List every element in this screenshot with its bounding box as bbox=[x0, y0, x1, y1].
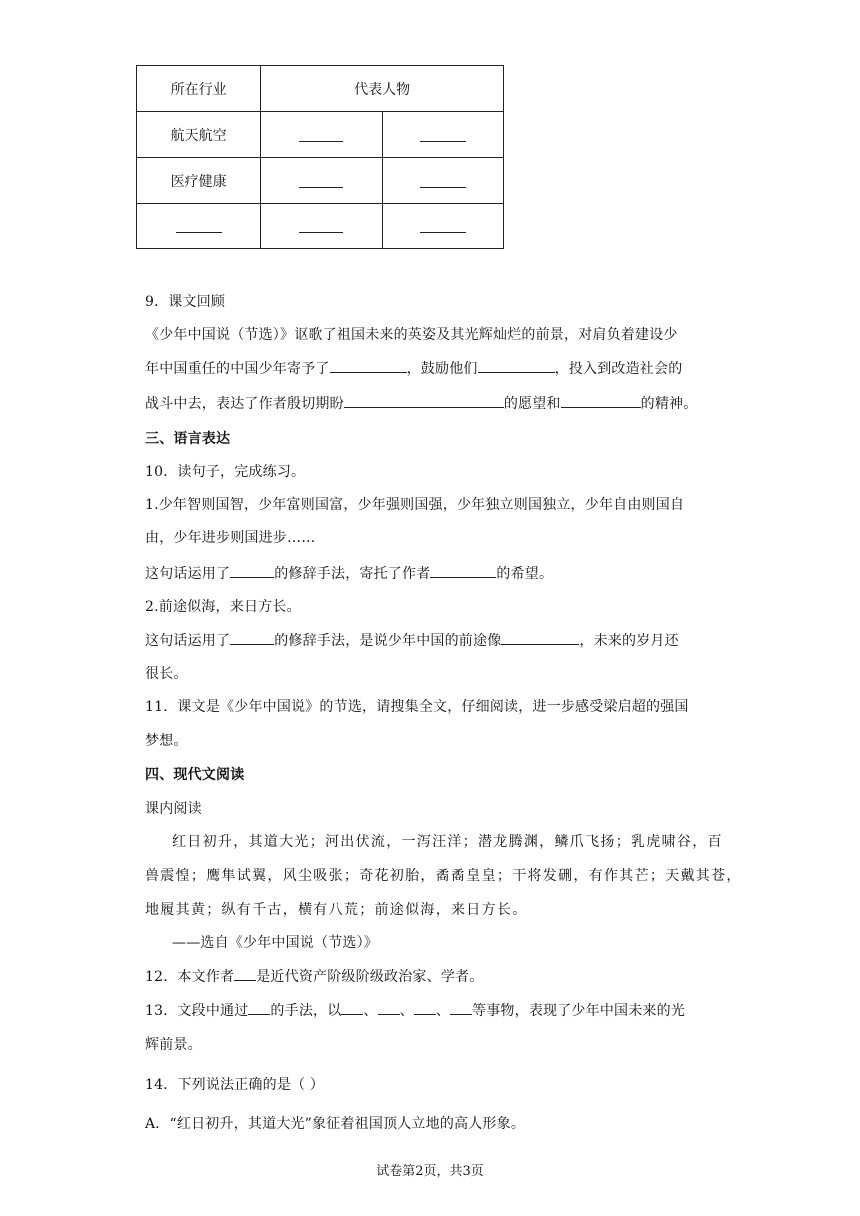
header-representative: 代表人物 bbox=[261, 66, 504, 112]
q9-title: 9．课文回顾 bbox=[145, 294, 226, 310]
q10-text: 的修辞手法，是说少年中国的前途像 bbox=[274, 633, 502, 649]
answer-blank[interactable] bbox=[378, 1000, 400, 1015]
answer-blank[interactable] bbox=[430, 563, 496, 578]
q9-text: 年中国重任的中国少年寄予了 bbox=[145, 361, 330, 377]
blank-cell[interactable] bbox=[261, 204, 382, 249]
q10-s1-question bbox=[145, 563, 553, 583]
q10-s2-question bbox=[145, 630, 679, 650]
page-footer: 试卷第2页，共3页 bbox=[376, 1164, 484, 1179]
header-industry: 所在行业 bbox=[137, 66, 261, 112]
table-row bbox=[137, 112, 504, 158]
q9-text: ，鼓励他们 bbox=[406, 361, 478, 377]
q10-text: 这句话运用了 bbox=[145, 566, 231, 582]
industry-cell: 医疗健康 bbox=[137, 158, 261, 204]
answer-blank[interactable] bbox=[299, 140, 343, 142]
q13-sep: 、 bbox=[435, 1003, 451, 1019]
q10-text: 的修辞手法，寄托了作者 bbox=[274, 566, 431, 582]
q10-s2-line2: 很长。 bbox=[145, 666, 188, 682]
q10-text: 这句话运用了 bbox=[145, 633, 231, 649]
section-4-title: 四、现代文阅读 bbox=[145, 767, 245, 783]
answer-blank[interactable] bbox=[478, 358, 555, 373]
answer-blank[interactable] bbox=[420, 231, 466, 233]
answer-blank[interactable] bbox=[299, 186, 343, 188]
industry-cell: 航天航空 bbox=[137, 112, 261, 158]
reading-p1: 红日初升，其道大光；河出伏流，一泻汪洋；潜龙腾渊，鳞爪飞扬；乳虎啸谷，百 bbox=[172, 834, 723, 850]
q13-sep: 、 bbox=[363, 1003, 378, 1019]
answer-blank[interactable] bbox=[176, 231, 222, 233]
q12-text: 是近代资产阶级阶级政治家、学者。 bbox=[256, 969, 484, 985]
answer-blank[interactable] bbox=[414, 1000, 436, 1015]
answer-blank[interactable] bbox=[234, 966, 256, 981]
reading-p3: 地履其黄；纵有千古，横有八荒；前途似海，来日方长。 bbox=[145, 902, 528, 918]
q12 bbox=[145, 966, 483, 986]
q14-title: 14．下列说法正确的是（ ） bbox=[145, 1077, 325, 1093]
q10-text: 的希望。 bbox=[496, 566, 554, 582]
q10-s2: 2.前途似海，来日方长。 bbox=[145, 599, 301, 615]
answer-blank[interactable] bbox=[450, 1000, 472, 1015]
q10-s1-line1: 1.少年智则国智，少年富则国富，少年强则国强，少年独立则国独立，少年自由则国自 bbox=[145, 497, 685, 513]
reading-label: 课内阅读 bbox=[145, 801, 202, 817]
q9-line2 bbox=[145, 358, 682, 378]
q9-text: 战斗中去，表达了作者殷切期盼 bbox=[145, 396, 344, 412]
q10-s1-line2: 由，少年进步则国进步…… bbox=[145, 530, 316, 546]
q9-line1: 《少年中国说（节选）》讴歌了祖国未来的英姿及其光辉灿烂的前景，对肩负着建设少 bbox=[145, 327, 678, 343]
q13-text: 等事物，表现了少年中国未来的光 bbox=[472, 1003, 686, 1019]
reading-p2: 兽震惶；鹰隼试翼，风尘吸张；奇花初胎，矞矞皇皇；干将发硎，有作其芒；天戴其苍， bbox=[145, 868, 742, 884]
q9-text: 的精神。 bbox=[640, 396, 698, 412]
table-row bbox=[137, 158, 504, 204]
q9-text: 的愿望和 bbox=[503, 396, 561, 412]
answer-blank[interactable] bbox=[420, 186, 466, 188]
industry-table bbox=[136, 65, 504, 249]
q13-text: 13．文段中通过 bbox=[145, 1003, 249, 1019]
answer-blank[interactable] bbox=[344, 393, 504, 408]
q13-sep: 、 bbox=[399, 1003, 414, 1019]
answer-blank[interactable] bbox=[230, 630, 274, 645]
q13-line2: 辉前景。 bbox=[145, 1037, 202, 1053]
reading-source: ——选自《少年中国说（节选）》 bbox=[172, 935, 378, 951]
blank-cell[interactable] bbox=[261, 158, 382, 204]
q12-text: 12．本文作者 bbox=[145, 969, 235, 985]
answer-blank[interactable] bbox=[230, 563, 274, 578]
blank-cell[interactable] bbox=[382, 158, 503, 204]
blank-cell[interactable] bbox=[137, 204, 261, 249]
answer-blank[interactable] bbox=[420, 140, 466, 142]
blank-cell[interactable] bbox=[382, 204, 503, 249]
answer-blank[interactable] bbox=[341, 1000, 363, 1015]
blank-cell[interactable] bbox=[261, 112, 382, 158]
answer-blank[interactable] bbox=[501, 630, 579, 645]
blank-cell[interactable] bbox=[382, 112, 503, 158]
table-row bbox=[137, 204, 504, 249]
answer-blank[interactable] bbox=[299, 231, 343, 233]
answer-blank[interactable] bbox=[561, 393, 641, 408]
section-3-title: 三、语言表达 bbox=[145, 431, 231, 447]
q11-line2: 梦想。 bbox=[145, 733, 188, 749]
q10-title: 10．读句子，完成练习。 bbox=[145, 464, 306, 480]
q10-text: ，未来的岁月还 bbox=[579, 633, 679, 649]
answer-blank[interactable] bbox=[330, 358, 407, 373]
q13-line1 bbox=[145, 1000, 685, 1020]
table-header-row bbox=[137, 66, 504, 112]
q14-option-a[interactable]: A．“红日初升，其道大光”象征着祖国顶人立地的高人形象。 bbox=[145, 1116, 526, 1132]
answer-blank[interactable] bbox=[248, 1000, 270, 1015]
q9-line3 bbox=[145, 393, 697, 413]
q11-line1: 11．课文是《少年中国说》的节选，请搜集全文，仔细阅读，进一步感受梁启超的强国 bbox=[145, 699, 689, 715]
q13-text: 的手法，以 bbox=[270, 1003, 342, 1019]
q9-text: ，投入到改造社会的 bbox=[554, 361, 683, 377]
